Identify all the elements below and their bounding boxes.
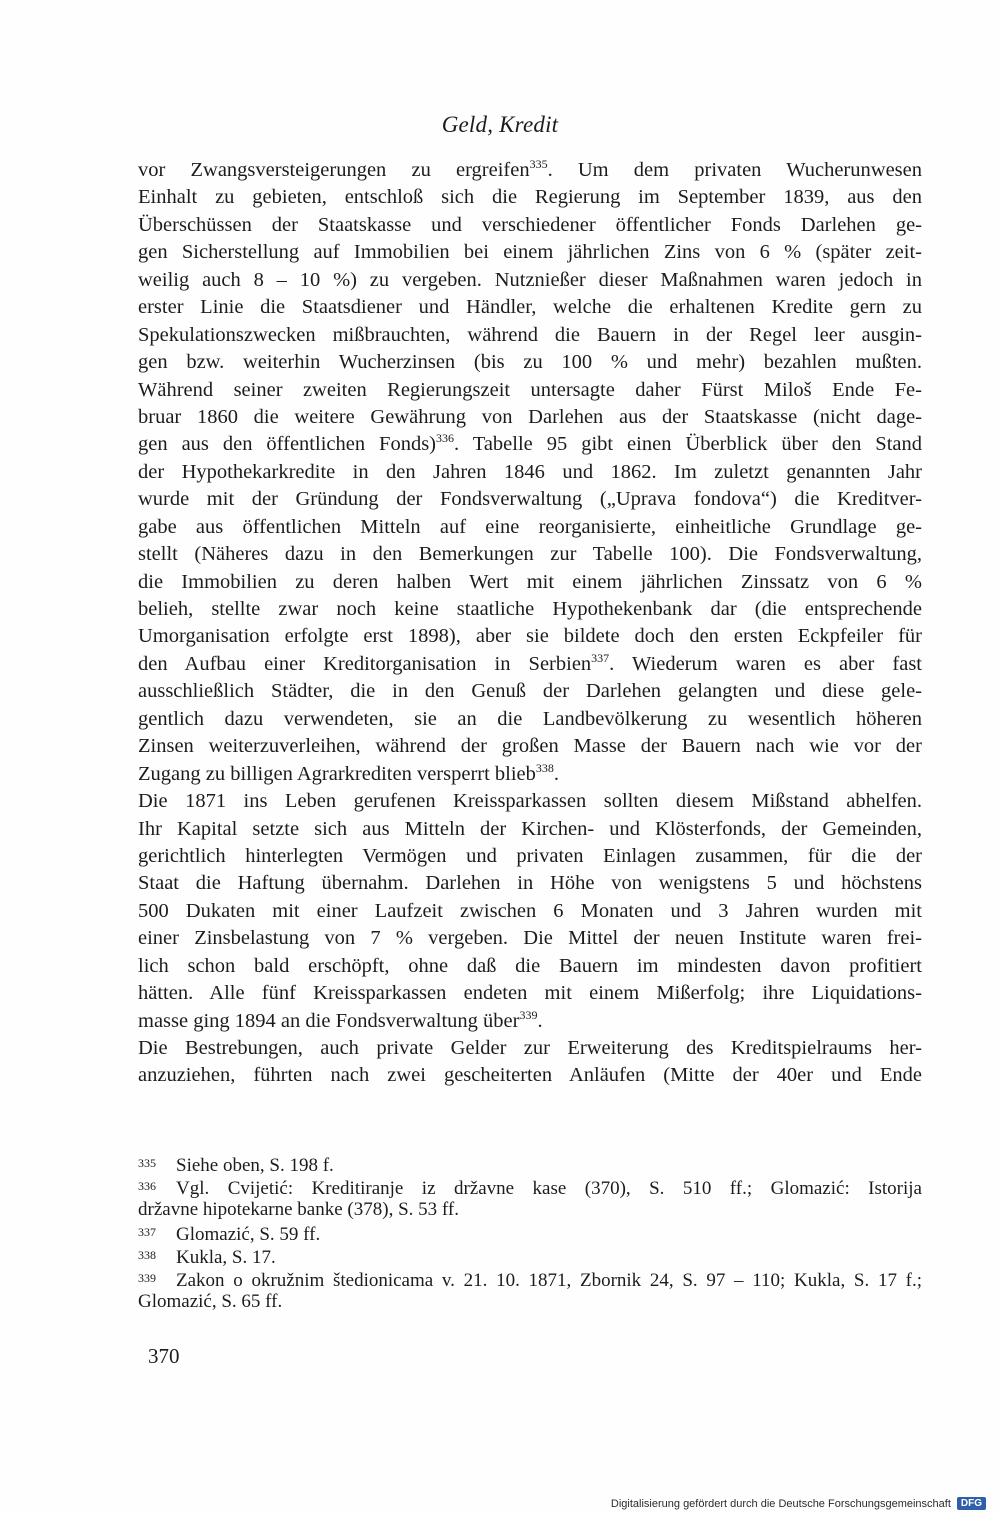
text-segment: Spekulationszwecken mißbrauchten, während die Bauern in der Regel leer ausgin-	[138, 323, 922, 346]
footnote-reference: 336	[436, 431, 455, 446]
footnote-line	[138, 1290, 922, 1313]
footnotes	[138, 1152, 922, 1313]
text-segment: Zugang zu billigen Agrarkrediten versperrt blieb	[138, 762, 536, 785]
text-line	[138, 953, 922, 980]
text-line	[138, 596, 922, 623]
text-segment: gerichtlich hinterlegten Vermögen und privaten Einlagen zusammen, für die der	[138, 844, 922, 867]
text-line	[138, 267, 922, 294]
text-segment: . Um dem privaten Wucherunwesen	[547, 159, 922, 181]
text-line	[138, 788, 922, 815]
text-line	[138, 1062, 922, 1089]
text-segment: belieh, stellte zwar noch keine staatliche Hypothekenbank dar (die entsprechende	[138, 598, 922, 620]
text-segment: lich schon bald erschöpft, ohne daß die Bauern im mindesten davon profitiert	[138, 954, 922, 977]
text-segment: Die 1871 ins Leben gerufenen Kreissparkassen sollten diesem Mißstand abhelfen.	[138, 790, 922, 813]
text-segment: Staat die Haftung übernahm. Darlehen in Höhe von wenigstens 5 und höchstens	[138, 872, 922, 895]
text-line	[138, 349, 922, 376]
text-segment: . Tabelle 95 gibt einen Überblick über den Stand	[454, 433, 922, 456]
text-segment: weilig auch 8 – 10 %) zu vergeben. Nutznießer dieser Maßnahmen waren jedoch in	[138, 268, 922, 291]
text-segment: der Hypothekarkredite in den Jahren 1846 und 1862. Im zuletzt genannten Jahr	[138, 460, 922, 483]
footnote-text: Kukla, S. 17.	[176, 1247, 276, 1268]
text-segment: .	[553, 762, 560, 785]
text-segment: gen Sicherstellung auf Immobilien bei einem jährlichen Zins von 6 % (später zeit-	[138, 241, 922, 264]
text-segment: Während seiner zweiten Regierungszeit untersagte daher Fürst Miloš Ende Fe-	[138, 378, 922, 401]
text-segment: gentlich dazu verwendeten, sie an die Landbevölkerung zu wesentlich höheren	[138, 707, 922, 730]
text-line	[138, 706, 922, 733]
credit-text: Digitalisierung gefördert durch die Deutsche Forschungsgemeinschaft	[610, 1497, 951, 1510]
text-segment: hätten. Alle fünf Kreissparkassen endeten mit einem Mißerfolg; ihre Liquidations-	[138, 982, 922, 1005]
text-segment: stellt (Näheres dazu in den Bemerkungen zur Tabelle 100). Die Fondsverwaltung,	[138, 543, 922, 566]
footnote-text: Glomazić, S. 59 ff.	[176, 1224, 321, 1245]
text-segment: Ihr Kapital setzte sich aus Mitteln der Kirchen- und Klösterfonds, der Gemeinden,	[138, 817, 922, 840]
running-head: Geld, Kredit	[441, 112, 559, 137]
text-line	[138, 404, 922, 431]
footnote-reference: 337	[591, 651, 610, 666]
text-segment: vor Zwangsversteigerungen zu ergreifen	[138, 159, 530, 181]
text-line	[138, 733, 922, 760]
text-line	[138, 184, 922, 211]
text-segment: bruar 1860 die weitere Gewährung von Darlehen aus der Staatskasse (nicht dage-	[138, 405, 922, 428]
text-segment: einer Zinsbelastung von 7 % vergeben. Die Mittel der neuen Institute waren frei-	[138, 927, 922, 950]
footnote-number: 335	[138, 1156, 156, 1170]
text-segment: gabe aus öffentlichen Mitteln auf eine reorganisierte, einheitliche Grundlage ge-	[138, 515, 922, 538]
text-line	[138, 761, 922, 788]
text-line	[138, 322, 922, 349]
text-line	[138, 816, 922, 843]
text-segment: Überschüssen der Staatskasse und verschiedener öffentlicher Fonds Darlehen ge-	[138, 213, 922, 236]
text-segment: .	[537, 1009, 543, 1032]
text-line	[138, 623, 922, 650]
text-line	[138, 843, 922, 870]
footnote-line	[138, 1152, 922, 1175]
page-number: 370	[148, 1344, 180, 1368]
footnote-reference: 335	[529, 157, 548, 172]
text-segment: anzuziehen, führten nach zwei gescheiterten Anläufen (Mitte der 40er und Ende	[138, 1064, 922, 1087]
text-line	[138, 898, 922, 925]
text-line	[138, 980, 922, 1007]
text-line	[138, 431, 922, 458]
footnote-number: 336	[138, 1179, 156, 1193]
text-line	[138, 569, 922, 596]
text-segment: ausschließlich Städter, die in den Genuß der Darlehen gelangten und diese gele-	[138, 680, 922, 703]
digitization-credit	[611, 1497, 986, 1510]
footnote-line	[138, 1244, 922, 1267]
footnote-line	[138, 1198, 922, 1221]
text-segment: gen aus den öffentlichen Fonds)	[138, 433, 437, 456]
footnote-text: Glomazić, S. 65 ff.	[138, 1291, 283, 1312]
footnote-number: 337	[138, 1225, 156, 1239]
footnote-reference: 339	[519, 1007, 538, 1022]
text-segment: Die Bestrebungen, auch private Gelder zur Erweiterung des Kreditspielraums her-	[138, 1037, 922, 1059]
footnote-line	[138, 1267, 922, 1290]
dfg-logo: DFG	[957, 1497, 986, 1510]
text-line	[138, 651, 922, 678]
footnote-reference: 338	[535, 760, 554, 775]
text-segment: wurde mit der Gründung der Fondsverwaltung („Uprava fondova“) die Kreditver-	[138, 488, 922, 511]
text-segment: 500 Dukaten mit einer Laufzeit zwischen 6 Monaten und 3 Jahren wurden mit	[138, 899, 922, 922]
text-segment: gen bzw. weiterhin Wucherzinsen (bis zu 100 % und mehr) bezahlen mußten.	[138, 351, 922, 374]
text-line	[138, 239, 922, 266]
footnote-text: Zakon o okružnim štedionicama v. 21. 10. 1871, Zbornik 24, S. 97 – 110; Kukla, S. 17 f.;	[176, 1270, 922, 1291]
text-line	[138, 678, 922, 705]
text-segment: die Immobilien zu deren halben Wert mit einem jährlichen Zinssatz von 6 %	[138, 570, 922, 593]
text-segment: erster Linie die Staatsdiener und Händler, welche die erhaltenen Kredite gern zu	[138, 296, 922, 319]
text-line	[138, 212, 922, 239]
text-line	[138, 294, 922, 321]
body-text	[138, 157, 922, 1090]
text-line	[138, 459, 922, 486]
text-segment: den Aufbau einer Kreditorganisation in Serbien	[138, 652, 592, 675]
text-segment: Umorganisation erfolgte erst 1898), aber sie bildete doch den ersten Eckpfeiler für	[138, 625, 922, 648]
text-segment: Einhalt zu gebieten, entschloß sich die Regierung im September 1839, aus den	[138, 186, 922, 209]
footnote-text: državne hipotekarne banke (378), S. 53 ff.	[138, 1199, 459, 1220]
text-line	[138, 870, 922, 897]
footnote-number: 338	[138, 1248, 156, 1262]
text-line	[138, 1008, 922, 1035]
text-segment: masse ging 1894 an die Fondsverwaltung über	[138, 1009, 520, 1032]
text-line	[138, 377, 922, 404]
text-line	[138, 1035, 922, 1062]
text-segment: . Wiederum waren es aber fast	[609, 652, 922, 675]
footnote-line	[138, 1175, 922, 1198]
text-line	[138, 514, 922, 541]
text-segment: Zinsen weiterzuverleihen, während der großen Masse der Bauern nach wie vor der	[138, 735, 922, 758]
text-line	[138, 157, 922, 184]
text-line	[138, 486, 922, 513]
text-line	[138, 541, 922, 568]
footnote-number: 339	[138, 1271, 156, 1285]
footnote-text: Vgl. Cvijetić: Kreditiranje iz državne kase (370), S. 510 ff.; Glomazić: Istorija	[176, 1178, 922, 1199]
footnote-line	[138, 1221, 922, 1244]
text-line	[138, 925, 922, 952]
footnote-text: Siehe oben, S. 198 f.	[176, 1155, 334, 1176]
